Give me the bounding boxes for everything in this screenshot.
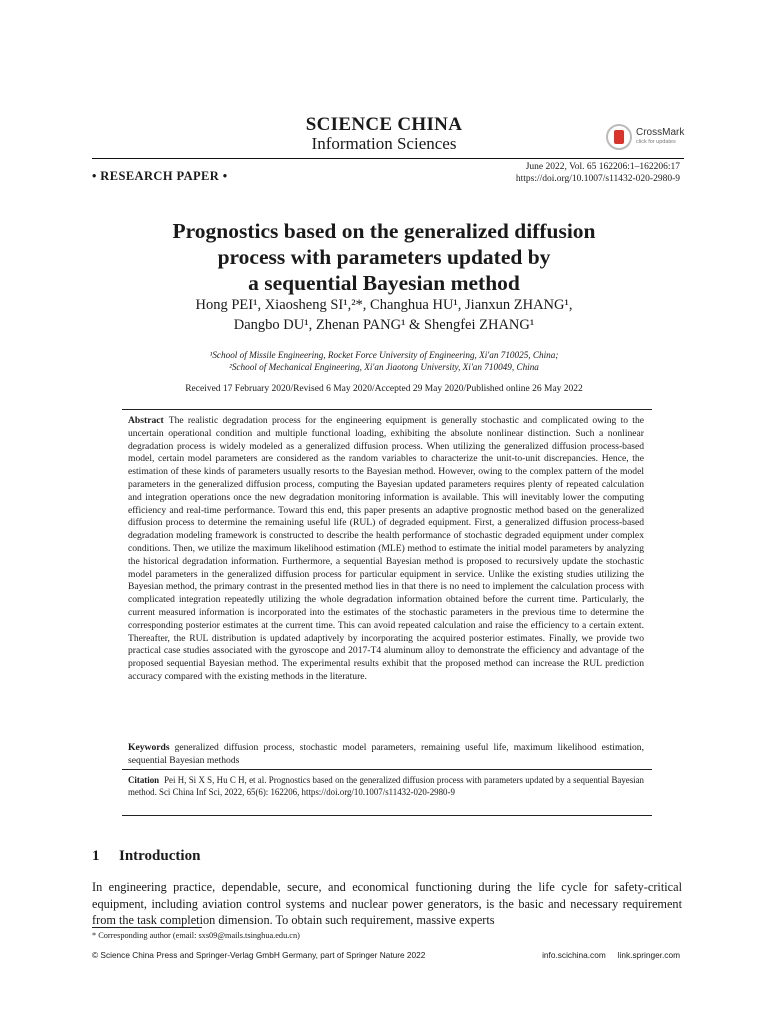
intro-paragraph: In engineering practice, dependable, secure, and economical functioning during the life cycle for safety-critical equipment, including aviation control systems and nuclear power generators, is the basic and necessary requirement from the task completion dimension. To obtain such requirement, massive experts	[92, 880, 682, 927]
abstract-top-rule	[122, 409, 652, 410]
crossmark-sublabel: click for updates	[636, 139, 676, 145]
section-number: 1	[92, 848, 100, 864]
footnote: * Corresponding author (email: sxs09@mails.tsinghua.edu.cn)	[92, 931, 300, 940]
journal-subtitle: Information Sciences	[311, 134, 457, 153]
keywords	[128, 742, 644, 768]
title-line: Prognostics based on the generalized diffusion	[172, 219, 596, 243]
footer-links	[542, 950, 680, 960]
header-rule	[92, 158, 684, 159]
affiliation: ¹School of Missile Engineering, Rocket Force University of Engineering, Xi'an 710025, China;	[209, 350, 559, 360]
paper-title	[0, 218, 768, 296]
abstract-label: Abstract	[128, 415, 164, 426]
doi-link[interactable]: https://doi.org/10.1007/s11432-020-2980-9	[515, 174, 680, 184]
author-line: Hong PEI¹, Xiaosheng SI¹,²*, Changhua HU¹, Jianxun ZHANG¹,	[195, 297, 573, 313]
keywords-label: Keywords	[128, 742, 170, 753]
article-type: • RESEARCH PAPER •	[92, 169, 228, 183]
article-meta	[516, 161, 680, 185]
author-line: Dangbo DU¹, Zhenan PANG¹ & Shengfei ZHANG¹	[233, 317, 535, 333]
citation-label: Citation	[128, 775, 160, 785]
journal-title: SCIENCE CHINA	[305, 114, 463, 135]
title-line: process with parameters updated by	[217, 245, 551, 269]
citation-text: Pei H, Si X S, Hu C H, et al. Prognostics based on the generalized diffusion process with parameters updated by a sequential Bayesian method. Sci China Inf Sci, 2022, 65(6): 162206, https://doi.org/10.1007/s11432-020-2980-9	[128, 775, 644, 798]
link-springer[interactable]: link.springer.com	[617, 950, 680, 960]
abstract-text: The realistic degradation process for the engineering equipment is generally stochastic and complicated owing to the uncertain operational condition and multiple functional loading, exhibiting the absolute nonlinear distinction. Such a nonlinear degradation process is widely modeled as a generalized diffusion process. When utilizing the generalized diffusion process-based model, certain model parameters are considered as the random variables to characterize the unit-to-unit discrepancies. Hence, the estimation of these kinds of parameters usually resorts to the Bayesian method. However, owing to the complex pattern of the model parameters in the generalized diffusion process, computing the Bayesian updated parameters requires plenty of repeated calculation and integration operations once the new degradation monitoring information is available. This will inevitably lower the computing efficiency and real-time performance. Toward this end, this paper presents an adaptive prognostic method based on the generalized diffusion process to determine the remaining useful life (RUL) of degraded equipment. First, a generalized diffusion process-based degradation modeling framework is constructed to describe the health performance of stochastic degraded equipment under complex conditions. Then, we utilize the maximum likelihood estimation (MLE) method to estimate the initial model parameters by analyzing the historical degradation information. Furthermore, a sequential Bayesian method is proposed to recursively update the stochastic model parameters in the generalized diffusion process for particular equipment in service. Unlike the existing studies utilizing the Bayesian method, the primary contrast in the presented method lies in that there is no need to implement the calculation process with complicated integration repeatedly utilizing the whole degradation information obtained before the current time. Particularly, the current measured information is incorporated into the estimates of the stochastic parameters in the previous time to determine the corresponding posterior estimates at the current time. This can avoid repeated calculation and raise the efficiency to a certain extent. Thereafter, the RUL distribution is updated adaptively by incorporating the acquired posterior estimates. Finally, we provide two practical case studies associated with the gyroscope and 2017-T4 aluminum alloy to demonstrate the efficiency and advantage of the proposed sequential Bayesian method. The experimental results exhibit that the proposed method can increase the RUL prediction accuracy compared with the existing methods in the literature.	[128, 415, 644, 682]
crossmark-icon	[606, 124, 632, 150]
section-title: Introduction	[119, 848, 201, 864]
affiliations	[0, 349, 768, 373]
copyright: © Science China Press and Springer-Verlag GmbH Germany, part of Springer Nature 2022	[92, 950, 426, 960]
citation-top-rule	[122, 769, 652, 770]
affiliation: ²School of Mechanical Engineering, Xi'an Jiaotong University, Xi'an 710049, China	[229, 362, 539, 372]
citation	[128, 774, 644, 798]
crossmark-label: CrossMark	[636, 127, 685, 138]
crossmark-badge[interactable]	[606, 124, 688, 152]
abstract	[128, 415, 644, 684]
issue-info: June 2022, Vol. 65 162206:1–162206:17	[525, 162, 680, 172]
citation-bottom-rule	[122, 815, 652, 816]
title-line: a sequential Bayesian method	[248, 271, 520, 295]
link-scichina[interactable]: info.scichina.com	[542, 950, 606, 960]
footnote-rule	[92, 927, 202, 928]
publication-dates: Received 17 February 2020/Revised 6 May 2020/Accepted 29 May 2020/Published online 26 May 2022	[185, 384, 583, 394]
keywords-text: generalized diffusion process, stochastic model parameters, remaining useful life, maximum likelihood estimation, sequential Bayesian methods	[128, 742, 644, 766]
section-heading	[92, 848, 200, 865]
author-list	[0, 295, 768, 335]
